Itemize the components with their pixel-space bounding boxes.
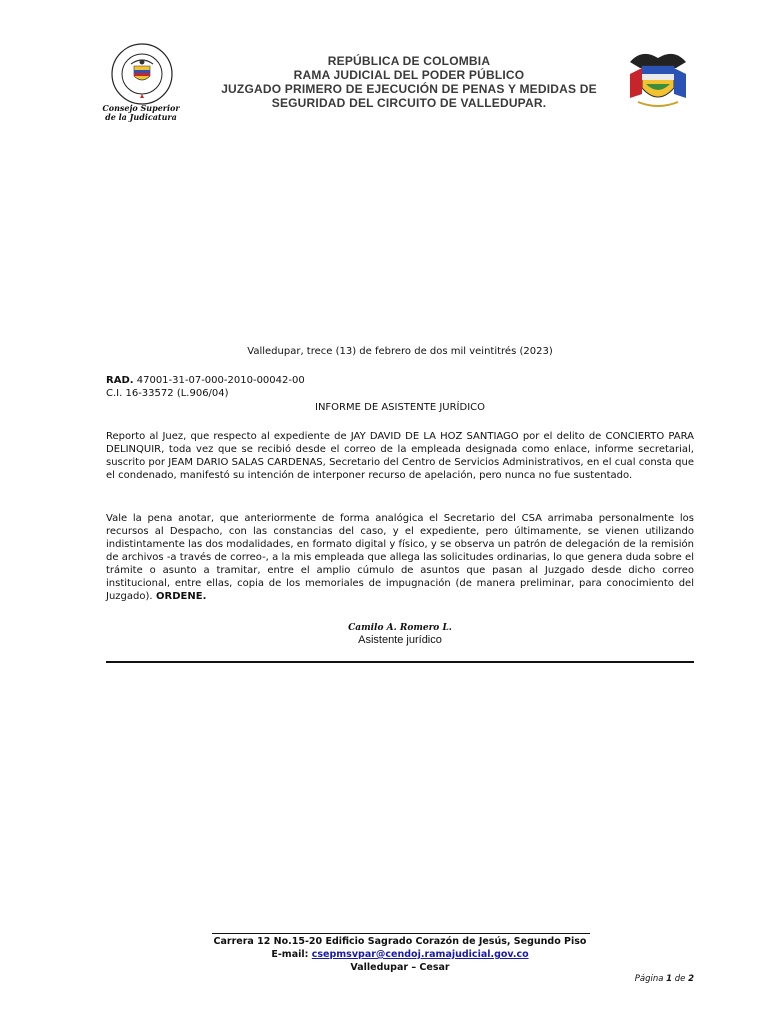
rad-label: RAD.	[106, 375, 134, 386]
case-identifiers	[106, 374, 694, 400]
footer-email-label: E-mail:	[271, 949, 312, 960]
signature-role: Asistente jurídico	[358, 634, 442, 646]
colombia-coat-of-arms	[620, 44, 696, 114]
footer	[180, 935, 620, 974]
date-line: Valledupar, trece (13) de febrero de dos mil veintitrés (2023)	[247, 346, 553, 357]
coat-of-arms-icon	[620, 44, 696, 114]
footer-email-link[interactable]: csepmsvpar@cendoj.ramajudicial.gov.co	[311, 949, 529, 960]
consejo-superior-logo	[100, 42, 194, 124]
document-header	[200, 54, 618, 110]
rad-value: 47001-31-07-000-2010-00042-00	[133, 375, 305, 386]
section-divider	[106, 661, 694, 663]
page-number	[600, 974, 694, 984]
header-line-1: REPÚBLICA DE COLOMBIA	[327, 54, 491, 68]
page-current: 1	[666, 974, 673, 984]
page-total: 2	[688, 974, 694, 984]
footer-email-row	[180, 948, 620, 961]
logo-caption-line2: de la Judicatura	[105, 112, 177, 122]
header-line-4: SEGURIDAD DEL CIRCUITO DE VALLEDUPAR.	[271, 96, 547, 110]
signature-block	[300, 622, 500, 647]
paragraph-2	[106, 512, 694, 603]
ci-value: 16-33572	[122, 388, 177, 399]
logo-caption-line1: Consejo Superior	[102, 103, 180, 113]
footer-divider	[212, 933, 590, 934]
signature-name: Camilo A. Romero L.	[348, 623, 452, 633]
document-title: INFORME DE ASISTENTE JURÍDICO	[315, 402, 485, 413]
footer-city: Valledupar – Cesar	[350, 962, 450, 973]
page-sep: de	[672, 974, 689, 984]
ci-row	[106, 387, 694, 400]
rama-judicial-seal-icon	[104, 42, 180, 106]
footer-address: Carrera 12 No.15-20 Edificio Sagrado Corazón de Jesús, Segundo Piso	[213, 936, 587, 947]
header-line-3: JUZGADO PRIMERO DE EJECUCIÓN DE PENAS Y MEDIDAS DE	[221, 82, 597, 96]
page-label: Página	[634, 974, 667, 984]
ordene-text: ORDENE.	[152, 591, 207, 602]
paragraph-1: Reporto al Juez, que respecto al expediente de JAY DAVID DE LA HOZ SANTIAGO por el delito de CONCIERTO PARA DELINQUIR, toda vez que se recibió desde el correo de la empleada designada como enlace, informe secretarial, suscrito por JEAM DARIO SALAS CARDENAS, Secretario del Centro de Servicios Administrativos, en el cual consta que el condenado, manifestó su intención de interponer recurso de apelación, pero nunca no fue sustentado.	[106, 431, 694, 481]
ci-law: (L.906/04)	[176, 388, 229, 399]
ci-label: C.I.	[106, 388, 123, 399]
header-line-2: RAMA JUDICIAL DEL PODER PÚBLICO	[293, 68, 525, 82]
rad-row	[106, 374, 694, 387]
paragraph-2-text: Vale la pena anotar, que anteriormente de forma analógica el Secretario del CSA arrimaba personalmente los recursos al Despacho, con las constancias del caso, y el expediente, pero últimamente, se vienen utilizando indistintamente las dos modalidades, en formato digital y físico, y se observa un patrón de delegación de la remisión de archivos -a través de correo-, a la mis empleada que allega las solicitudes ordinarias, lo que genera duda sobre el trámite o asunto a tramitar, entre el amplio cúmulo de asuntos que pasan al Juzgado desde dicho correo institucional, entre ellas, copia de los memoriales de impugnación (de manera preliminar, para conocimiento del Juzgado).	[106, 513, 694, 602]
